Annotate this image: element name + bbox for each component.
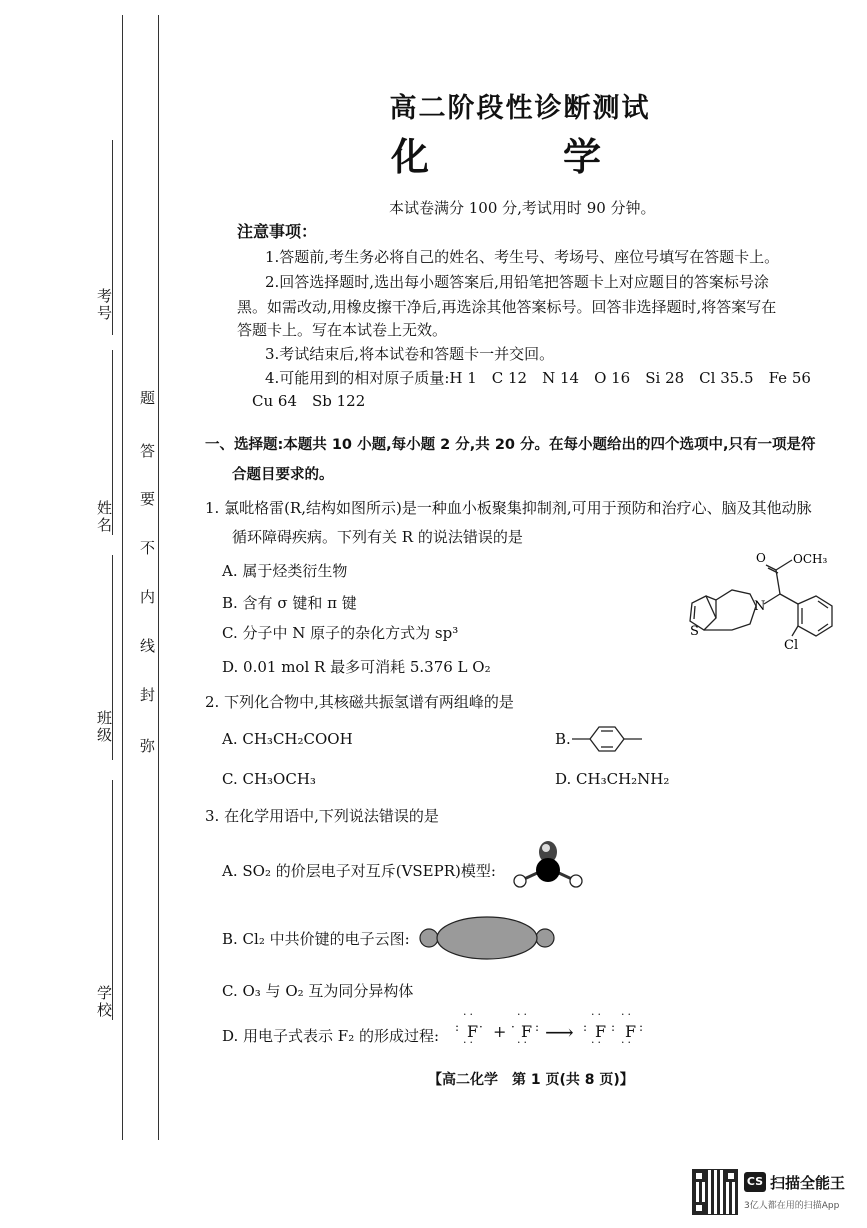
q3-option-a: A. SO₂ 的价层电子对互斥(VSEPR)模型: — [222, 862, 496, 880]
seal-char: 答 — [140, 442, 156, 460]
electron-dots: ·· — [517, 1036, 530, 1049]
notice-heading: 注意事项： — [237, 222, 318, 241]
electron-dots: ·· — [463, 1008, 476, 1021]
q1-option-b: B. 含有 σ 键和 π 键 — [222, 594, 357, 612]
section-heading: 一、选择题:本题共 10 小题,每小题 2 分,共 20 分。在每小题给出的四个选项中,只有一项是符 — [205, 437, 816, 453]
exam-title: 高二阶段性诊断测试 — [389, 93, 651, 124]
section-heading-cont: 合题目要求的。 — [232, 467, 334, 483]
electron-dots: : — [639, 1020, 644, 1034]
subject-title: 化 学 — [390, 135, 649, 179]
school-underline — [112, 780, 113, 1020]
name-label: 姓名 — [95, 500, 113, 534]
electron-dots: : — [611, 1020, 616, 1034]
q2-stem: 2. 下列化合物中,其核磁共振氢谱有两组峰的是 — [205, 693, 514, 711]
electron-dots: ·· — [517, 1008, 530, 1021]
binding-margin — [0, 0, 170, 1228]
notice-item: 3.考试结束后,将本试卷和答题卡一并交回。 — [265, 345, 555, 363]
q1-option-d: D. 0.01 mol R 最多可消耗 5.376 L O₂ — [222, 658, 491, 676]
scanner-brand: 扫描全能王 — [770, 1174, 846, 1192]
q1-stem-cont: 循环障碍疾病。下列有关 R 的说法错误的是 — [232, 528, 523, 546]
cl2-electron-cloud — [418, 914, 558, 962]
cs-logo-badge: CS — [744, 1172, 766, 1192]
so2-vsepr-model — [508, 838, 592, 896]
electron-dots: ·· — [463, 1036, 476, 1049]
q1-option-a: A. 属于烃类衍生物 — [222, 562, 348, 580]
scanner-tagline: 3亿人都在用的扫描App — [744, 1201, 840, 1211]
notice-item: 1.答题前,考生务必将自己的姓名、考生号、考场号、座位号填写在答题卡上。 — [265, 248, 780, 266]
notice-item: 黑。如需改动,用橡皮擦干净后,再选涂其他答案标号。回答非选择题时,将答案写在 — [237, 298, 777, 316]
seal-char: 弥 — [140, 737, 156, 755]
electron-dots: · — [511, 1020, 515, 1034]
electron-dots: ·· — [591, 1008, 604, 1021]
q1-option-c: C. 分子中 N 原子的杂化方式为 sp³ — [222, 624, 459, 642]
q2-option-b: B. — [555, 730, 571, 748]
notice-item: 答题卡上。写在本试卷上无效。 — [237, 321, 448, 339]
q1-stem: 1. 氯吡格雷(R,结构如图所示)是一种血小板聚集抑制剂,可用于预防和治疗心、脑及其他动脉 — [205, 499, 812, 517]
f2-electron-formula — [455, 1008, 655, 1054]
struct-label-s: S — [690, 624, 699, 639]
seal-char: 题 — [140, 389, 156, 407]
exam-number-label: 考号 — [95, 288, 113, 322]
electron-dots: ·· — [591, 1036, 604, 1049]
q3-option-c: C. O₃ 与 O₂ 互为同分异构体 — [222, 982, 414, 1000]
electron-dots: · — [479, 1020, 483, 1034]
p-xylene-structure — [570, 724, 650, 754]
q3-stem: 3. 在化学用语中,下列说法错误的是 — [205, 807, 439, 825]
school-label: 学校 — [95, 985, 113, 1019]
f-atom: F — [521, 1022, 533, 1041]
electron-dots: : — [455, 1020, 461, 1034]
seal-char: 封 — [140, 686, 156, 704]
struct-label-o: O — [756, 551, 766, 565]
struct-label-cl: Cl — [784, 638, 799, 653]
notice-item: Cu 64 Sb 122 — [252, 392, 366, 410]
struct-label-och3: OCH₃ — [793, 552, 828, 566]
seal-char: 不 — [140, 539, 156, 557]
f-atom: F — [595, 1022, 607, 1041]
seal-char: 要 — [140, 490, 156, 508]
margin-line-outer — [122, 15, 123, 1140]
electron-dots: : — [535, 1020, 540, 1034]
electron-dots: : — [583, 1020, 588, 1034]
f-atom: F — [467, 1022, 479, 1041]
q2-option-d: D. CH₃CH₂NH₂ — [555, 770, 670, 788]
q2-option-c: C. CH₃OCH₃ — [222, 770, 316, 788]
q3-option-b: B. Cl₂ 中共价键的电子云图: — [222, 930, 410, 948]
notice-item: 2.回答选择题时,选出每小题答案后,用铅笔把答题卡上对应题目的答案标号涂 — [265, 273, 769, 291]
qr-code — [693, 1170, 737, 1214]
plus-sign: + — [493, 1022, 507, 1041]
f-atom: F — [625, 1022, 637, 1041]
struct-label-n: N — [754, 599, 766, 614]
electron-dots: ·· — [621, 1008, 634, 1021]
seal-char: 线 — [140, 637, 156, 655]
notice-item: 4.可能用到的相对原子质量:H 1 C 12 N 14 O 16 Si 28 Cl 35.5 Fe 56 — [265, 369, 811, 387]
exam-info: 本试卷满分 100 分,考试用时 90 分钟。 — [389, 199, 656, 217]
seal-char: 内 — [140, 588, 156, 606]
electron-dots: ·· — [621, 1036, 634, 1049]
q3-option-d: D. 用电子式表示 F₂ 的形成过程: — [222, 1027, 440, 1045]
page-footer: 【高二化学 第 1 页(共 8 页)】 — [428, 1072, 634, 1088]
clopidogrel-structure — [680, 548, 850, 668]
reaction-arrow: ⟶ — [545, 1020, 574, 1044]
margin-line-inner — [158, 15, 159, 1140]
class-label: 班级 — [95, 710, 113, 744]
q2-option-a: A. CH₃CH₂COOH — [222, 730, 353, 748]
